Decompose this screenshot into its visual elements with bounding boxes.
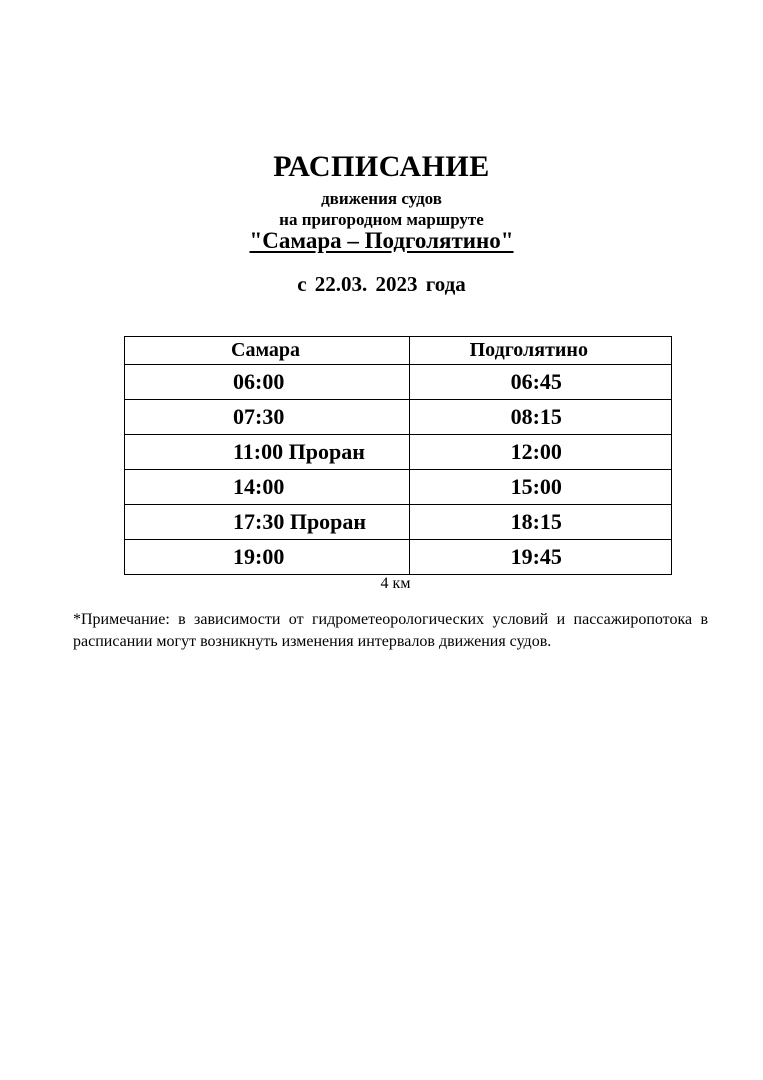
table-row <box>125 400 672 435</box>
departure-samara: 11:00 Проран <box>125 435 410 470</box>
route-distance: 4 км <box>380 575 411 592</box>
departure-samara: 14:00 <box>125 470 410 505</box>
schedule-table <box>124 336 672 575</box>
footnote: *Примечание: в зависимости от гидрометеорологических условий и пассажиропотока в расписании могут возникнуть изменения интервалов движения судов. <box>73 611 708 650</box>
departure-podgolyatino: 15:00 <box>409 470 671 505</box>
table-row <box>125 365 672 400</box>
table-header-row <box>125 337 672 365</box>
effective-date: с 22.03. 2023 года <box>297 272 466 296</box>
column-header-samara: Самара <box>125 337 410 365</box>
subtitle-line-1: движения судов <box>321 189 442 208</box>
departure-samara: 17:30 Проран <box>125 505 410 540</box>
departure-samara: 06:00 <box>125 365 410 400</box>
departure-podgolyatino: 08:15 <box>409 400 671 435</box>
departure-podgolyatino: 18:15 <box>409 505 671 540</box>
page-title: РАСПИСАНИЕ <box>273 150 490 183</box>
departure-podgolyatino: 12:00 <box>409 435 671 470</box>
subtitle-line-2: на пригородном маршруте <box>279 210 484 229</box>
departure-podgolyatino: 06:45 <box>409 365 671 400</box>
table-row <box>125 470 672 505</box>
route-name: "Самара – Подголятино" <box>249 228 514 253</box>
table-row <box>125 435 672 470</box>
table-row <box>125 540 672 575</box>
departure-samara: 07:30 <box>125 400 410 435</box>
departure-samara: 19:00 <box>125 540 410 575</box>
column-header-podgolyatino: Подголятино <box>409 337 671 365</box>
departure-podgolyatino: 19:45 <box>409 540 671 575</box>
table-row <box>125 505 672 540</box>
